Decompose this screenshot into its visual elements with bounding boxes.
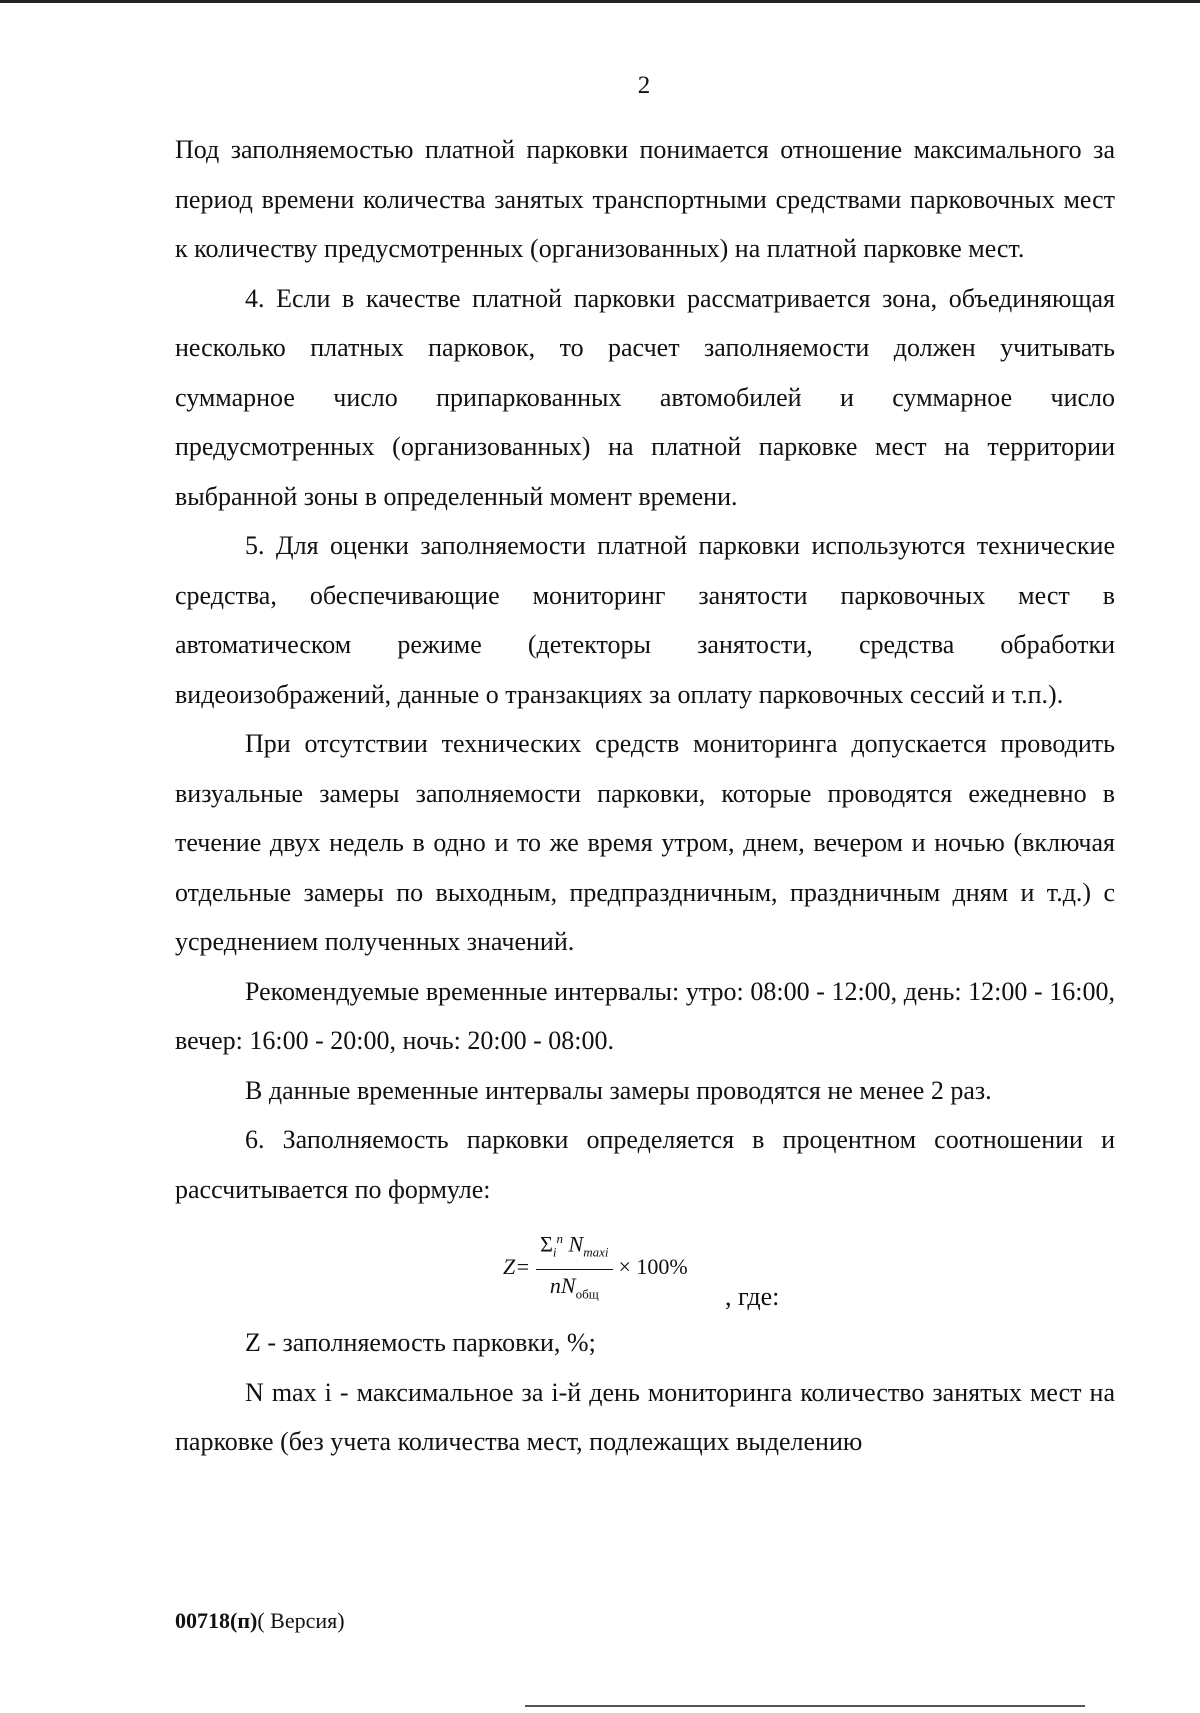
numerator-variable: N bbox=[568, 1231, 584, 1257]
formula-fraction bbox=[536, 1226, 612, 1307]
numerator-subscript: maxi bbox=[583, 1244, 609, 1260]
sum-upper-index: n bbox=[556, 1231, 564, 1246]
paragraph-z-definition: Z - заполняемость парковки, %; bbox=[245, 1328, 596, 1357]
sum-symbol: Σ bbox=[540, 1231, 553, 1257]
denominator-coefficient: n bbox=[549, 1272, 561, 1298]
document-body bbox=[175, 125, 1115, 1467]
formula-numerator bbox=[536, 1226, 612, 1270]
paragraph-item-6: 6. Заполняемость парковки определяется в процентном соотношении и рассчитывается по формуле: bbox=[175, 1125, 1115, 1204]
paragraph-definition: Под заполняемостью платной парковки понимается отношение максимального за период времени количества занятых транспортными средствами парковочных мест к количеству предусмотренных (организованных) на платной парковке мест. bbox=[175, 135, 1115, 263]
paragraph-item-4: 4. Если в качестве платной парковки рассматривается зона, объединяющая несколько платных парковок, то расчет заполняемости должен учитывать суммарное число припаркованных автомобилей и суммарное число предусмотренных (организованных) на платной парковке мест на территории выбранной зоны в определенный момент времени. bbox=[175, 283, 1115, 511]
paragraph-item-5: 5. Для оценки заполняемости платной парковки используются технические средства, обеспечивающие мониторинг занятости парковочных мест в автоматическом режиме (детекторы занятости, средства обработки видеоизображений, данные о транзакциях за оплату парковочных сессий и т.п.). bbox=[175, 531, 1115, 709]
bottom-rule bbox=[525, 1705, 1085, 1707]
page-number: 2 bbox=[637, 72, 651, 99]
document-version: ( Версия) bbox=[257, 1608, 345, 1633]
occupancy-formula bbox=[503, 1226, 688, 1307]
formula-where-label: , где: bbox=[725, 1282, 780, 1311]
document-code: 00718(п) bbox=[175, 1608, 258, 1633]
paragraph-measurement-count: В данные временные интервалы замеры проводятся не менее 2 раз. bbox=[245, 1075, 992, 1105]
paragraph-time-intervals: Рекомендуемые временные интервалы: утро: 08:00 - 12:00, день: 12:00 - 16:00, вечер: 16:00 - 20:00, ночь: 20:00 - 08:00. bbox=[175, 976, 1115, 1055]
denominator-subscript: общ bbox=[575, 1286, 599, 1302]
formula-lhs: Z= bbox=[503, 1253, 531, 1279]
formula-denominator bbox=[550, 1270, 599, 1307]
top-rule bbox=[0, 0, 1200, 3]
document-footer-code bbox=[175, 1608, 345, 1634]
paragraph-nmax-definition: N max i - максимальное за i-й день мониторинга количество занятых мест на парковке (без учета количества мест, подлежащих выделению bbox=[175, 1377, 1115, 1456]
formula-multiplier: × 100% bbox=[618, 1253, 688, 1279]
formula-block bbox=[175, 1220, 1115, 1318]
denominator-variable: N bbox=[560, 1272, 576, 1298]
paragraph-visual-measurements: При отсутствии технических средств мониторинга допускается проводить визуальные замеры заполняемости парковки, которые проводятся ежедневно в течение двух недель в одно и то же время утром, днем, вечером и ночью (включая отдельные замеры по выходным, предпраздничным, праздничным дням и т.д.) с усреднением полученных значений. bbox=[175, 729, 1115, 956]
sum-lower-index: i bbox=[552, 1244, 557, 1260]
